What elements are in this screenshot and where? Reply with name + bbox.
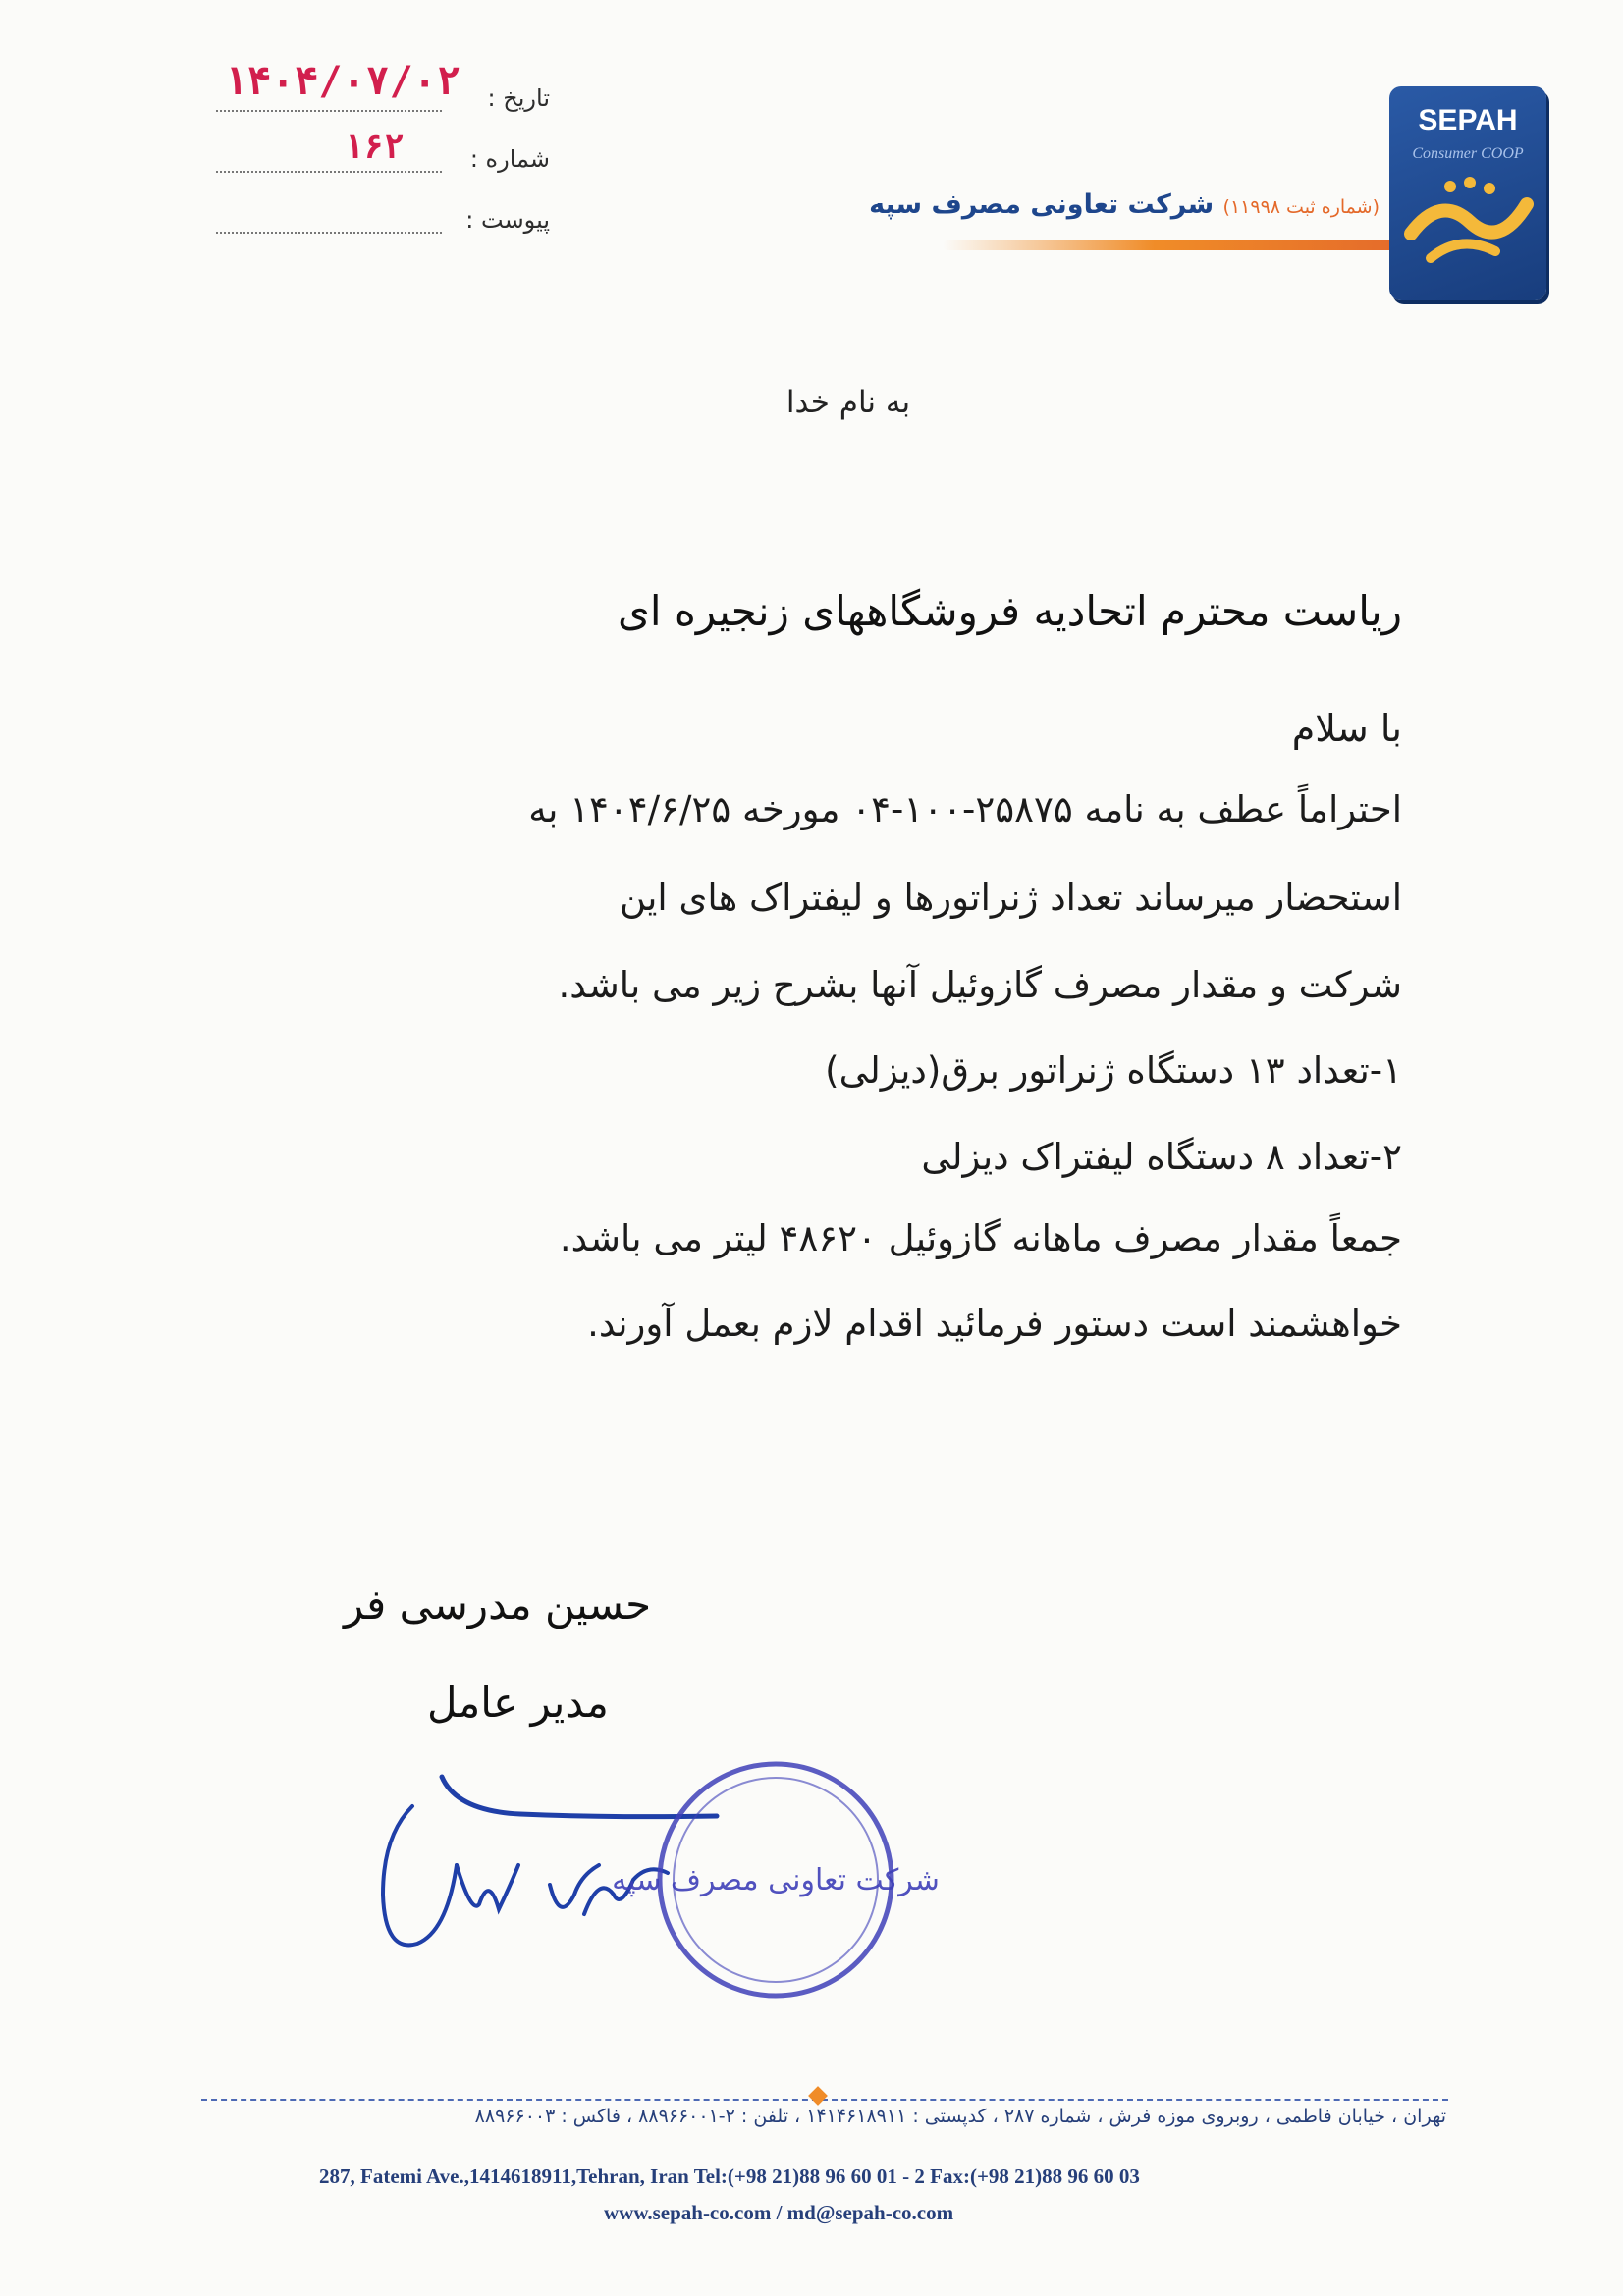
signature-underline bbox=[442, 1777, 717, 1817]
sepah-calligraphy-icon bbox=[1401, 165, 1535, 283]
greeting: با سلام bbox=[1291, 707, 1402, 750]
company-name: شرکت تعاونی مصرف سپه bbox=[869, 189, 1215, 220]
signature-and-stamp bbox=[363, 1747, 952, 2002]
date-dots bbox=[216, 110, 442, 112]
signer-name: حسین مدرسی فر bbox=[344, 1580, 652, 1629]
signature-stroke bbox=[457, 1865, 518, 1909]
stamp-text: شرکت تعاونی مصرف سپه bbox=[612, 1863, 940, 1897]
paragraph-line: احتراماً عطف به نامه ۲۵۸۷۵-۱۰۰-۰۴ مورخه ۱۴۰۴/۶/۲۵ به bbox=[528, 788, 1402, 830]
footer-diamond-icon bbox=[808, 2086, 828, 2106]
attachment-label: پیوست : bbox=[465, 206, 550, 234]
recipient: ریاست محترم اتحادیه فروشگاههای زنجیره ای bbox=[618, 587, 1402, 635]
logo-badge bbox=[1389, 86, 1546, 300]
company-logo bbox=[869, 79, 1600, 314]
bismillah: به نام خدا bbox=[785, 385, 911, 420]
request-line: خواهشمند است دستور فرمائید اقدام لازم بعمل آورند. bbox=[587, 1303, 1402, 1345]
company-name-header bbox=[869, 189, 1380, 220]
number-dots bbox=[216, 171, 442, 173]
date-row bbox=[216, 59, 550, 120]
paragraph-line: شرکت و مقدار مصرف گازوئیل آنها بشرح زیر می باشد. bbox=[558, 964, 1402, 1006]
number-row bbox=[216, 120, 550, 181]
attachment-dots bbox=[216, 232, 442, 234]
logo-tagline: Consumer COOP bbox=[1412, 145, 1524, 162]
logo-swoosh bbox=[943, 240, 1414, 250]
footer-address-en: 287, Fatemi Ave.,1414618911,Tehran, Iran Tel:(+98 21)88 96 60 01 - 2 Fax:(+98 21)88 96 60 03 bbox=[319, 2164, 1140, 2188]
attachment-row bbox=[216, 181, 550, 241]
paragraph-line: استحضار میرساند تعداد ژنراتورها و لیفتراک های این bbox=[619, 877, 1402, 919]
number-label: شماره : bbox=[469, 145, 550, 173]
list-item-forklifts: ۲-تعداد ۸ دستگاه لیفتراک دیزلی bbox=[921, 1136, 1402, 1178]
letter-meta bbox=[216, 59, 550, 241]
footer-address-fa: تهران ، خیابان فاطمی ، روبروی موزه فرش ، شماره ۲۸۷ ، کدپستی : ۱۴۱۴۶۱۸۹۱۱ ، تلفن : ۲-۸۸۹۶۶۰۰۱ ، فاکس : ۸۸۹۶۶۰۰۳ bbox=[474, 2106, 1446, 2127]
date-label: تاریخ : bbox=[487, 84, 550, 112]
number-value: ۱۶۲ bbox=[344, 128, 405, 167]
footer-web-email: www.sepah-co.com / md@sepah-co.com bbox=[604, 2201, 954, 2224]
date-value: ۱۴۰۴/۰۷/۰۲ bbox=[224, 59, 460, 104]
company-registration: (شماره ثبت ۱۱۹۹۸) bbox=[1222, 196, 1380, 218]
signer-title: مدیر عامل bbox=[427, 1679, 609, 1727]
footer-divider bbox=[201, 2099, 1448, 2101]
list-item-generators: ۱-تعداد ۱۳ دستگاه ژنراتور برق(دیزلی) bbox=[825, 1049, 1402, 1092]
signature-stroke bbox=[383, 1806, 457, 1945]
total-consumption-line: جمعاً مقدار مصرف ماهانه گازوئیل ۴۸۶۲۰ لیتر می باشد. bbox=[559, 1217, 1402, 1259]
logo-brand-text: SEPAH bbox=[1418, 104, 1518, 136]
